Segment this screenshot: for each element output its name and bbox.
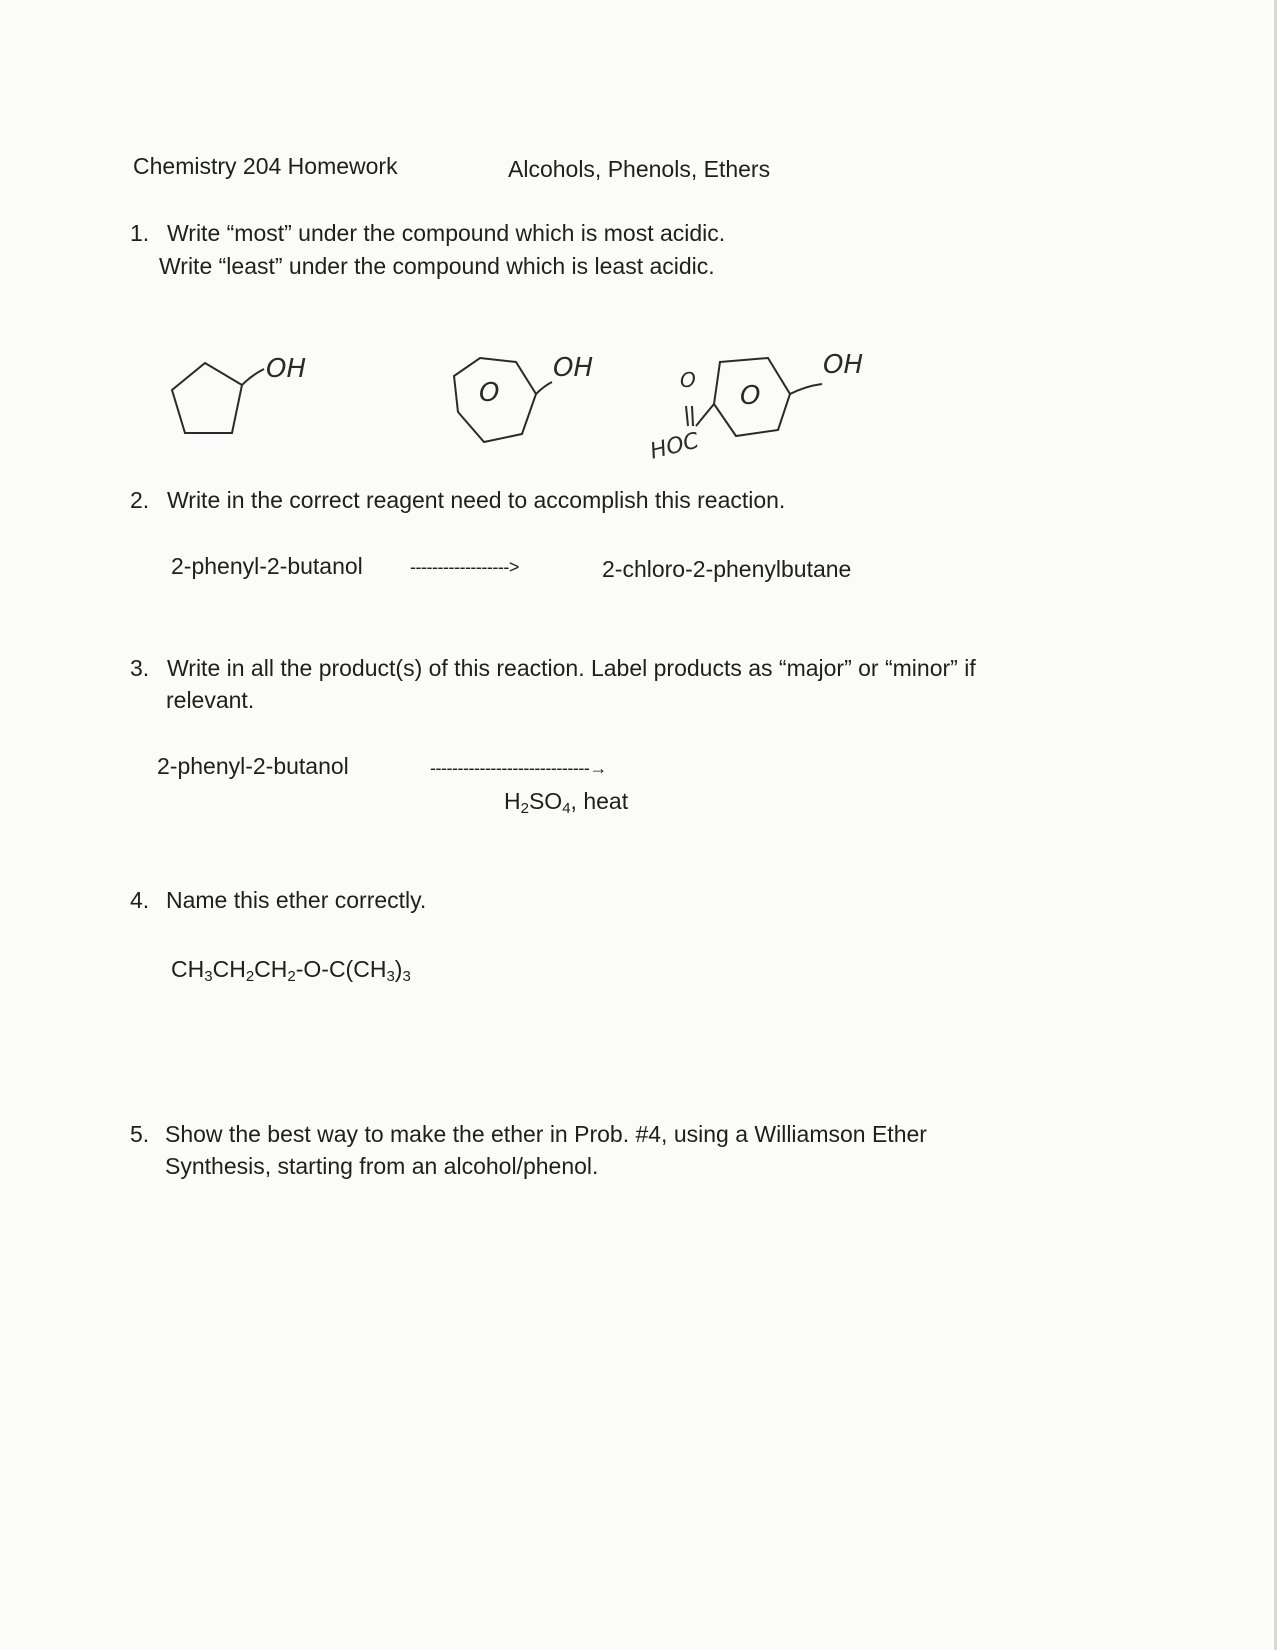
q5-line2: Synthesis, starting from an alcohol/phenol. (165, 1153, 599, 1179)
course-title: Chemistry 204 Homework (133, 153, 398, 179)
molecule-b-oh-label: OH (553, 353, 594, 383)
molecule-a-oh-label: OH (266, 354, 307, 384)
q3-reactant: 2-phenyl-2-butanol (157, 753, 349, 779)
q4-text: Name this ether correctly. (166, 887, 427, 913)
q5-number: 5. (130, 1121, 150, 1147)
molecule-c-carbonyl-o: O (680, 368, 696, 392)
q2-product: 2-chloro-2-phenylbutane (602, 556, 852, 582)
q2-reactant: 2-phenyl-2-butanol (171, 553, 363, 579)
topic-title: Alcohols, Phenols, Ethers (508, 156, 771, 182)
q4-number: 4. (130, 887, 150, 913)
q2-reaction-arrow: ------------------> (410, 557, 519, 577)
q3-reaction-arrow: -----------------------------→ (430, 758, 607, 778)
q2-number: 2. (130, 487, 150, 513)
q1-line1: Write “most” under the compound which is most acidic. (167, 220, 726, 246)
q3-line1: Write in all the product(s) of this reaction. Label products as “major” or “minor” if (167, 655, 976, 681)
q3-number: 3. (130, 655, 150, 681)
molecule-c-oh-label: OH (823, 350, 864, 380)
molecule-b-ring-label: O (479, 378, 500, 408)
q1-line2: Write “least” under the compound which is least acidic. (159, 253, 715, 279)
molecule-c-ring-label: O (740, 381, 761, 411)
q3-line2: relevant. (166, 687, 255, 713)
q5-line1: Show the best way to make the ether in Prob. #4, using a Williamson Ether (165, 1121, 927, 1147)
phenol-structure (440, 350, 560, 460)
ether-formula: $CH_3CH_2CH_2-O-C(CH_3)_3$ (171, 956, 411, 985)
q2-text: Write in the correct reagent need to accomplish this reaction. (167, 487, 786, 513)
q3-conditions: $H_2SO_4$, heat (504, 788, 629, 817)
q1-number: 1. (130, 220, 150, 246)
molecule-c-acid-label: HOC (647, 428, 702, 465)
